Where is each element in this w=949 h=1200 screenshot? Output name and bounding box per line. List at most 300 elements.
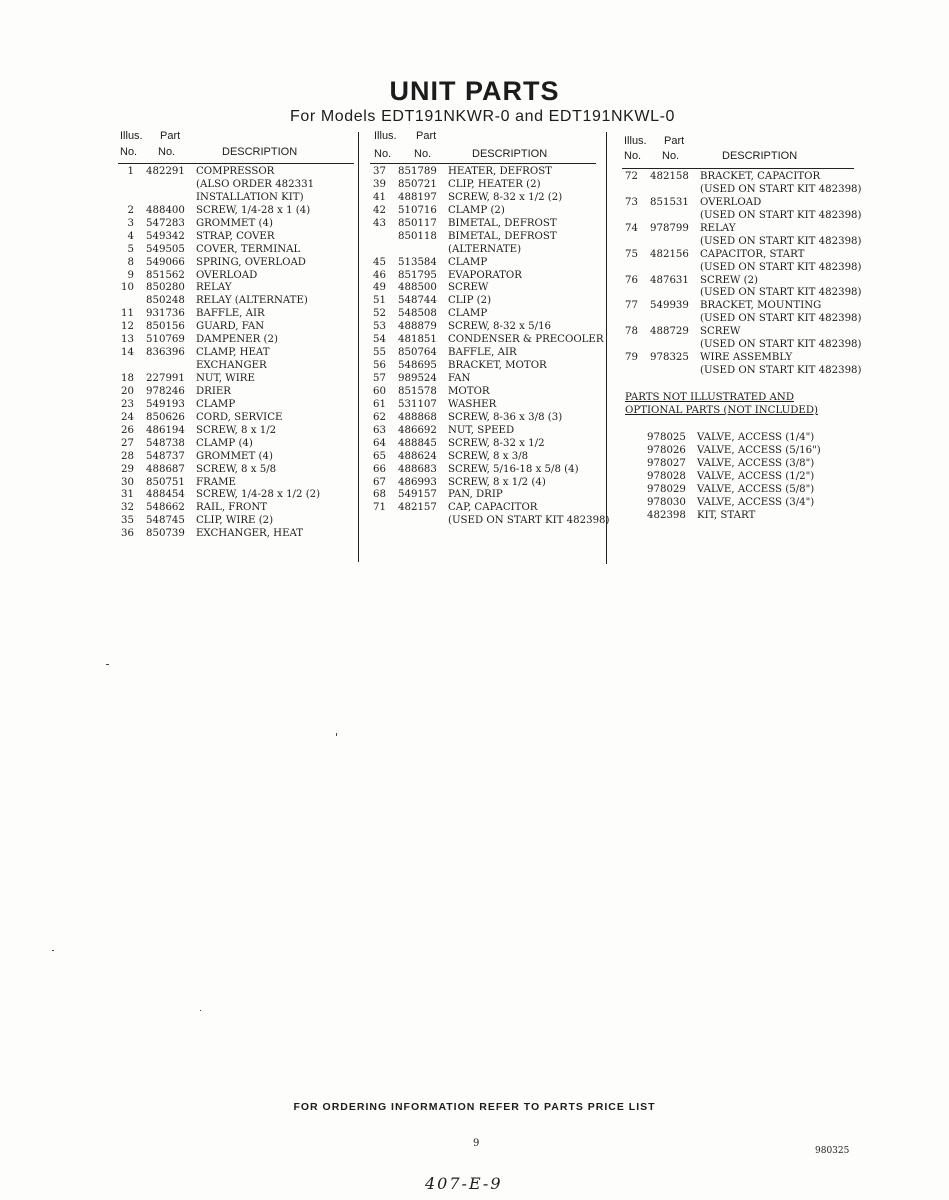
parts-row (370, 451, 596, 464)
column-header (370, 130, 596, 164)
parts-row (118, 205, 354, 218)
parts-row (370, 308, 596, 321)
parts-row (370, 231, 596, 244)
part-number: 486692 (398, 424, 437, 436)
part-description: HEATER, DEFROST (448, 166, 552, 177)
illus-number: 31 (121, 489, 134, 501)
description-header: DESCRIPTION (472, 148, 548, 160)
part-description: (USED ON START KIT 482398) (700, 313, 862, 325)
part-description: PAN, DRIP (448, 489, 503, 501)
notes-line-1: PARTS NOT ILLUSTRATED AND (625, 392, 794, 403)
page-number: 9 (473, 1138, 480, 1149)
part-description: CAP, CAPACITOR (448, 502, 538, 514)
part-number: 978026 (647, 444, 686, 456)
part-description: CLIP (2) (448, 295, 492, 307)
parts-row (118, 489, 354, 502)
parts-row (118, 386, 354, 399)
parts-row (118, 244, 354, 257)
parts-row (118, 166, 354, 179)
part-description: (USED ON START KIT 482398) (700, 183, 862, 195)
part-number: 549193 (146, 398, 185, 410)
scan-speck (106, 664, 109, 665)
parts-row (370, 502, 596, 515)
part-description: INSTALLATION KIT) (196, 191, 304, 203)
parts-row (370, 257, 596, 270)
part-number: 850739 (146, 528, 185, 540)
document-code: 980325 (815, 1146, 850, 1156)
illus-number: 62 (373, 411, 386, 423)
part-description: SCREW (700, 326, 741, 338)
part-description: (ALSO ORDER 482331 (196, 178, 315, 190)
illus-number: 75 (625, 248, 638, 260)
illus-number: 12 (121, 321, 134, 333)
header-rule (370, 163, 596, 164)
parts-row (370, 489, 596, 502)
part-number: 488400 (146, 204, 185, 216)
part-description: (USED ON START KIT 482398) (700, 287, 862, 299)
part-number: 488879 (398, 321, 437, 333)
parts-row (622, 339, 862, 352)
parts-row (118, 192, 354, 205)
part-number: 531107 (398, 398, 437, 410)
part-description: (USED ON START KIT 482398) (700, 365, 862, 377)
optional-part-row (647, 510, 847, 523)
part-number: 978325 (650, 352, 689, 364)
illus-number: 30 (121, 476, 134, 488)
part-number: 978029 (647, 483, 686, 495)
part-number: 850280 (146, 282, 185, 294)
parts-row (370, 515, 610, 528)
part-number: 548695 (398, 360, 437, 372)
parts-row (622, 183, 862, 197)
illus-number: 39 (373, 178, 386, 190)
parts-row (118, 477, 354, 490)
part-description: COVER, TERMINAL (196, 243, 301, 255)
description-header: DESCRIPTION (222, 146, 298, 158)
part-description: (USED ON START KIT 482398) (448, 515, 610, 527)
illus-header: Illus. (624, 135, 647, 147)
parts-row (118, 515, 354, 528)
part-description: EVAPORATOR (448, 269, 522, 281)
part-description: SPRING, OVERLOAD (196, 256, 306, 268)
part-description: VALVE, ACCESS (3/4") (697, 496, 815, 508)
parts-row (370, 438, 596, 451)
optional-part-row (647, 471, 847, 484)
part-number: 482157 (398, 502, 437, 514)
part-number: 851789 (398, 166, 437, 177)
parts-row (622, 261, 862, 275)
part-description: SCREW, 8 x 3/8 (448, 450, 529, 462)
illus-number: 1 (127, 166, 134, 177)
illus-number: 36 (121, 528, 134, 540)
parts-row (622, 275, 854, 288)
part-description: OVERLOAD (196, 269, 258, 281)
illus-number: 68 (373, 489, 386, 501)
part-number: 851562 (146, 269, 185, 281)
parts-row (118, 308, 354, 321)
part-number: 482291 (146, 166, 185, 177)
part-number: 488687 (146, 463, 185, 475)
header-rule (622, 168, 854, 169)
illus-number: 54 (373, 334, 386, 346)
part-description: COMPRESSOR (196, 166, 275, 177)
page-title: UNIT PARTS (389, 76, 560, 106)
part-description: CLAMP (448, 256, 488, 268)
illus-number: 35 (121, 515, 134, 527)
illus-number: 55 (373, 347, 386, 359)
part-number: 481851 (398, 334, 437, 346)
part-number: 549939 (650, 300, 689, 312)
part-description: WIRE ASSEMBLY (700, 352, 793, 364)
part-number: 548745 (146, 515, 185, 527)
part-description: VALVE, ACCESS (3/8") (697, 457, 815, 469)
column-divider (358, 132, 359, 562)
illus-number: 53 (373, 321, 386, 333)
part-description: RELAY (ALTERNATE) (196, 295, 308, 307)
illus-no-header: No. (624, 150, 642, 162)
part-number: 482158 (650, 171, 689, 182)
part-description: FAN (448, 373, 471, 384)
optional-part-row (647, 484, 847, 497)
parts-row (118, 438, 354, 451)
part-description: SCREW, 8-32 x 1/2 (448, 437, 545, 449)
parts-row (118, 231, 354, 244)
parts-row (118, 347, 354, 360)
parts-row (370, 399, 596, 412)
part-description: EXCHANGER, HEAT (196, 528, 304, 540)
illus-number: 78 (625, 326, 638, 338)
part-number: 850751 (146, 476, 185, 488)
column-divider (606, 132, 607, 564)
illus-number: 56 (373, 360, 386, 372)
part-no-header: No. (662, 150, 680, 162)
part-number: 488683 (398, 463, 437, 475)
illus-number: 67 (373, 476, 386, 488)
illus-number: 66 (373, 463, 386, 475)
part-number: 851795 (398, 269, 437, 281)
part-number: 549342 (146, 230, 185, 242)
part-description: FRAME (196, 476, 236, 488)
parts-row (370, 334, 604, 347)
column-header (118, 130, 354, 164)
part-description: CLAMP (196, 398, 236, 410)
parts-row (622, 365, 862, 378)
part-description: (USED ON START KIT 482398) (700, 339, 862, 351)
scan-speck (336, 733, 337, 736)
part-description: DAMPENER (2) (196, 334, 278, 346)
part-number: 549505 (146, 243, 185, 255)
part-description: CLAMP (2) (448, 204, 505, 216)
part-number: 548737 (146, 450, 185, 462)
part-description: SCREW, 8 x 5/8 (196, 463, 277, 475)
illus-number: 2 (127, 204, 134, 216)
illus-number: 26 (121, 424, 134, 436)
part-number: 850248 (146, 295, 185, 307)
scan-speck (52, 950, 54, 951)
part-header: Part (416, 130, 437, 142)
illus-number: 13 (121, 334, 134, 346)
scan-speck (200, 1010, 201, 1011)
handwritten-note: 407-E-9 (425, 1174, 503, 1193)
illus-number: 3 (127, 217, 134, 229)
parts-row (118, 502, 354, 515)
illus-number: 29 (121, 463, 134, 475)
part-description: CONDENSER & PRECOOLER (448, 334, 604, 346)
parts-row (622, 235, 862, 249)
part-description: (ALTERNATE) (448, 243, 522, 255)
parts-row (370, 425, 596, 438)
part-number: 488197 (398, 191, 437, 203)
parts-row (622, 209, 862, 223)
parts-row (118, 334, 354, 347)
illus-number: 18 (121, 373, 134, 384)
part-description: EXCHANGER (196, 360, 267, 372)
part-description: CORD, SERVICE (196, 411, 283, 423)
parts-row (118, 270, 354, 283)
part-number: 488845 (398, 437, 437, 449)
part-description: BRACKET, MOUNTING (700, 300, 822, 312)
part-no-header: No. (414, 148, 432, 160)
illus-number: 61 (373, 398, 386, 410)
parts-row (622, 287, 862, 300)
illus-number: 8 (127, 256, 134, 268)
parts-row (370, 205, 596, 218)
parts-row (118, 257, 354, 270)
part-number: 978799 (650, 222, 689, 234)
parts-row (370, 321, 596, 334)
part-number: 488454 (146, 489, 185, 501)
part-description: GUARD, FAN (196, 321, 265, 333)
models-subtitle: For Models EDT191NKWR-0 and EDT191NKWL-0 (290, 108, 676, 125)
illus-number: 37 (373, 166, 386, 177)
part-number: 851578 (398, 385, 437, 397)
part-number: 548508 (398, 308, 437, 320)
parts-row (370, 192, 596, 205)
illus-number: 32 (121, 502, 134, 514)
notes-block (625, 392, 818, 418)
ordering-info-footer: FOR ORDERING INFORMATION REFER TO PARTS PRICE LIST (293, 1101, 656, 1113)
part-description: SCREW, 8 x 1/2 (196, 424, 277, 436)
part-number: 850118 (398, 230, 437, 242)
parts-rows (370, 166, 610, 528)
parts-row (118, 528, 354, 541)
part-number: 978028 (647, 470, 686, 482)
parts-row (370, 282, 596, 295)
illus-number: 28 (121, 450, 134, 462)
illus-number: 41 (373, 191, 386, 203)
parts-row (622, 300, 854, 313)
parts-row (370, 166, 596, 179)
header-rule (118, 163, 354, 164)
parts-row (370, 386, 596, 399)
description-header: DESCRIPTION (722, 150, 798, 162)
column-header (622, 135, 854, 169)
illus-number: 11 (121, 308, 134, 320)
illus-number: 49 (373, 282, 386, 294)
parts-row (370, 347, 596, 360)
part-number: 510769 (146, 334, 185, 346)
part-description: CLIP, HEATER (2) (448, 178, 541, 190)
parts-row (118, 464, 354, 477)
part-number: 836396 (146, 347, 185, 359)
part-description: SCREW, 1/4-28 x 1/2 (2) (196, 489, 321, 501)
part-number: 486993 (398, 476, 437, 488)
optional-part-row (647, 432, 847, 445)
parts-row (118, 373, 354, 386)
illus-number: 65 (373, 450, 386, 462)
illus-header: Illus. (120, 130, 143, 142)
illus-number: 63 (373, 424, 386, 436)
part-description: BRACKET, MOTOR (448, 360, 547, 372)
part-header: Part (664, 135, 685, 147)
part-description: VALVE, ACCESS (1/2") (697, 470, 815, 482)
illus-number: 43 (373, 217, 386, 229)
parts-row (370, 412, 596, 425)
part-number: 850626 (146, 411, 185, 423)
part-description: VALVE, ACCESS (5/16") (697, 444, 821, 456)
part-number: 548662 (146, 502, 185, 514)
part-no-header: No. (158, 146, 176, 158)
part-header: Part (160, 130, 181, 142)
parts-row (370, 179, 596, 192)
parts-row (118, 425, 354, 438)
part-number: 978246 (146, 385, 185, 397)
parts-row (622, 326, 854, 339)
illus-number: 77 (625, 300, 638, 312)
part-description: NUT, SPEED (448, 424, 515, 436)
illus-number: 64 (373, 437, 386, 449)
part-number: 850117 (398, 217, 437, 229)
optional-part-row (647, 458, 847, 471)
part-description: MOTOR (448, 385, 490, 397)
part-description: DRIER (196, 385, 231, 397)
parts-row (118, 451, 354, 464)
part-number: 486194 (146, 424, 185, 436)
part-description: CAPACITOR, START (700, 248, 805, 260)
parts-row (622, 223, 854, 236)
part-description: VALVE, ACCESS (5/8") (697, 483, 815, 495)
part-description: SCREW, 8 x 1/2 (4) (448, 476, 546, 488)
illus-number: 79 (625, 352, 638, 364)
part-number: 989524 (398, 373, 437, 384)
part-description: BIMETAL, DEFROST (448, 230, 557, 242)
parts-row (622, 171, 854, 184)
illus-number: 60 (373, 385, 386, 397)
part-description: (USED ON START KIT 482398) (700, 209, 862, 221)
part-number: 513584 (398, 256, 437, 268)
part-number: 510716 (398, 204, 437, 216)
parts-row (370, 464, 596, 477)
illus-number: 51 (373, 295, 386, 307)
parts-rows (118, 166, 354, 541)
part-description: SCREW, 8-36 x 3/8 (3) (448, 411, 563, 423)
illus-number: 74 (625, 222, 638, 234)
part-description: GROMMET (4) (196, 450, 273, 462)
part-description: SCREW, 8-32 x 5/16 (448, 321, 552, 333)
illus-no-header: No. (374, 148, 392, 160)
part-number: 978025 (647, 432, 686, 443)
parts-row (118, 295, 354, 308)
part-number: 978027 (647, 457, 686, 469)
part-description: GROMMET (4) (196, 217, 273, 229)
part-description: CLIP, WIRE (2) (196, 515, 274, 527)
part-number: 850764 (398, 347, 437, 359)
part-description: CLAMP (448, 308, 488, 320)
part-number: 548738 (146, 437, 185, 449)
parts-row (118, 282, 354, 295)
part-description: SCREW, 5/16-18 x 5/8 (4) (448, 463, 579, 475)
part-number: 482398 (647, 509, 686, 521)
illus-number: 76 (625, 274, 638, 286)
part-number: 850156 (146, 321, 185, 333)
illus-number: 14 (121, 347, 134, 359)
part-number: 931736 (146, 308, 185, 320)
part-number: 488868 (398, 411, 437, 423)
part-number: 851531 (650, 196, 689, 208)
notes-line-2: OPTIONAL PARTS (NOT INCLUDED) (625, 404, 818, 416)
illus-number: 5 (127, 243, 134, 255)
illus-number: 42 (373, 204, 386, 216)
illus-number: 72 (625, 171, 638, 182)
part-description: OVERLOAD (700, 196, 762, 208)
part-description: BAFFLE, AIR (448, 347, 517, 359)
part-description: SCREW, 8-32 x 1/2 (2) (448, 191, 563, 203)
parts-row (370, 244, 596, 257)
parts-rows (622, 171, 862, 378)
part-description: CLAMP, HEAT (196, 347, 270, 359)
parts-row (370, 477, 596, 490)
part-number: 850721 (398, 178, 437, 190)
part-description: (USED ON START KIT 482398) (700, 261, 862, 273)
illus-number: 20 (121, 385, 134, 397)
parts-row (118, 412, 354, 425)
parts-row (370, 373, 596, 386)
part-description: RELAY (700, 222, 736, 234)
illus-number: 45 (373, 256, 386, 268)
part-description: KIT, START (697, 509, 756, 521)
part-number: 227991 (146, 373, 185, 384)
part-number: 548744 (398, 295, 437, 307)
part-number: 487631 (650, 274, 689, 286)
parts-row (370, 360, 596, 373)
illus-number: 23 (121, 398, 134, 410)
optional-part-row (647, 445, 847, 458)
parts-row (370, 218, 596, 231)
part-description: BIMETAL, DEFROST (448, 217, 557, 229)
part-number: 549066 (146, 256, 185, 268)
parts-row (118, 399, 354, 412)
parts-row (622, 249, 854, 262)
part-description: CLAMP (4) (196, 437, 253, 449)
optional-part-row (647, 497, 847, 510)
illus-number: 9 (127, 269, 134, 281)
illus-no-header: No. (120, 146, 138, 158)
illus-header: Illus. (374, 130, 397, 142)
part-description: RELAY (196, 282, 232, 294)
part-description: VALVE, ACCESS (1/4") (697, 432, 815, 443)
illus-number: 57 (373, 373, 386, 384)
illus-number: 52 (373, 308, 386, 320)
part-description: (USED ON START KIT 482398) (700, 235, 862, 247)
part-number: 482156 (650, 248, 689, 260)
parts-row (118, 179, 354, 192)
illus-number: 46 (373, 269, 386, 281)
illus-number: 71 (373, 502, 386, 514)
part-description: SCREW, 1/4-28 x 1 (4) (196, 204, 311, 216)
part-number: 488729 (650, 326, 689, 338)
part-number: 488500 (398, 282, 437, 294)
part-description: WASHER (448, 398, 497, 410)
